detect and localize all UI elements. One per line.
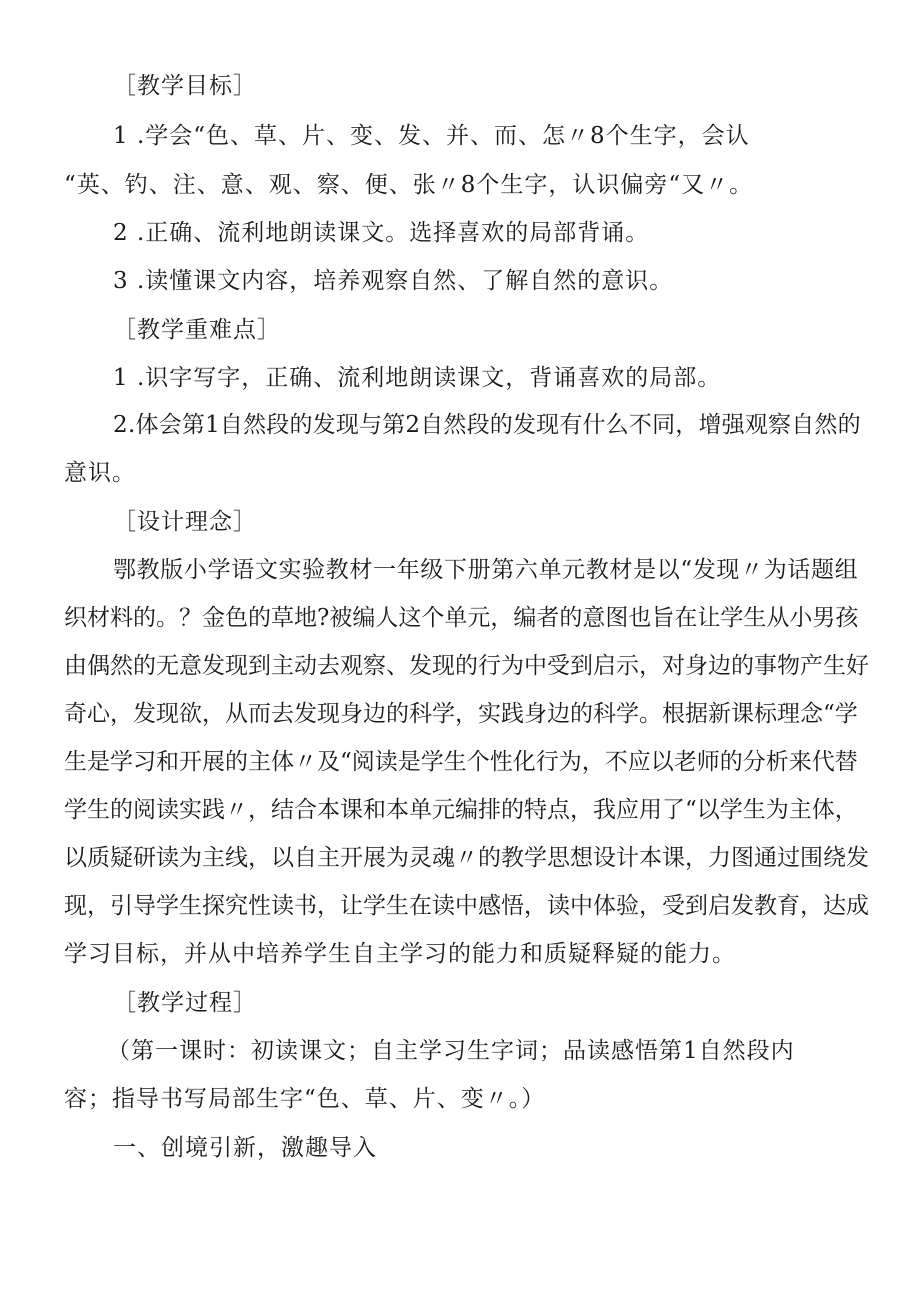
key-point-item-1: 1 .识字写字，正确、流利地朗读课文，背诵喜欢的局部。 [113, 365, 722, 391]
process-section-1: 一、创境引新，激趣导入 [113, 1135, 377, 1161]
process-note-line-1: （第一课时：初读课文；自主学习生字词；品读感悟第1自然段内 [107, 1038, 795, 1064]
design-concept-line: 学 生 的 阅 读 实 践 〃 ， 结 合 本 课 和 本 单 元 编 排 的 特 点 ， 我 应 用 了 “ 以 学 生 为 主 体 ， [64, 797, 858, 823]
objectives-heading: ［教学目标］ [113, 73, 257, 99]
design-concept-line: 现 ， 引 导 学 生 探 究 性 读 书 ， 让 学 生 在 读 中 感 悟 ， 读 中 体 验 ， 受 到 启 发 教 育 ， 达 成 [64, 893, 869, 919]
objective-item-2: 2 .正确、流利地朗读课文。选择喜欢的局部背诵。 [113, 220, 650, 246]
key-point-item-2-line-1: 2 . 体 会 第 1 自 然 段 的 发 现 与 第 2 自 然 段 的 发 现 有 什 么 不 同 ， 增 强 观 察 自 然 的 [113, 412, 861, 438]
process-note-line-2: 容；指导书写局部生字“色、草、片、变〃。） [64, 1086, 546, 1112]
design-concept-heading: ［设计理念］ [113, 509, 257, 535]
objective-item-1-line-2: “英、钓、注、意、观、察、便、张〃8个生字，认识偏旁“又〃。 [64, 172, 754, 198]
design-concept-line: 生 是 学 习 和 开 展 的 主 体 〃 及 “ 阅 读 是 学 生 个 性 化 行 为 ， 不 应 以 老 师 的 分 析 来 代 替 [64, 749, 858, 775]
process-heading: ［教学过程］ [113, 990, 257, 1016]
design-concept-line: 由 偶 然 的 无 意 发 现 到 主 动 去 观 察 、 发 现 的 行 为 中 受 到 启 示 ， 对 身 边 的 事 物 产 生 好 [64, 653, 869, 679]
design-concept-line: 以 质 疑 研 读 为 主 线 ， 以 自 主 开 展 为 灵 魂 〃 的 教 学 思 想 设 计 本 课 ， 力 图 通 过 围 绕 发 [64, 845, 869, 871]
design-concept-line: 学习目标，并从中培养学生自主学习的能力和质疑释疑的能力。 [64, 941, 736, 967]
key-point-item-2-line-2: 意识。 [64, 460, 136, 486]
design-concept-line: 织 材 料 的 。 ？ 金 色 的 草 地 ? 被 编 人 这 个 单 元 ， 编 者 的 意 图 也 旨 在 让 学 生 从 小 男 孩 [64, 605, 859, 631]
objective-item-1-line-1: 1 .学会“色、草、片、变、发、并、而、怎〃8个生字，会认 [113, 123, 750, 149]
key-points-heading: ［教学重难点］ [113, 317, 281, 343]
design-concept-line: 奇 心 ， 发 现 欲 ， 从 而 去 发 现 身 边 的 科 学 ， 实 践 身 边 的 科 学 。 根 据 新 课 标 理 念 “ 学 [64, 701, 858, 727]
design-concept-line: 鄂 教 版 小 学 语 文 实 验 教 材 一 年 级 下 册 第 六 单 元 教 材 是 以 “ 发 现 〃 为 话 题 组 [113, 557, 858, 583]
objective-item-3: 3 .读懂课文内容，培养观察自然、了解自然的意识。 [113, 268, 674, 294]
